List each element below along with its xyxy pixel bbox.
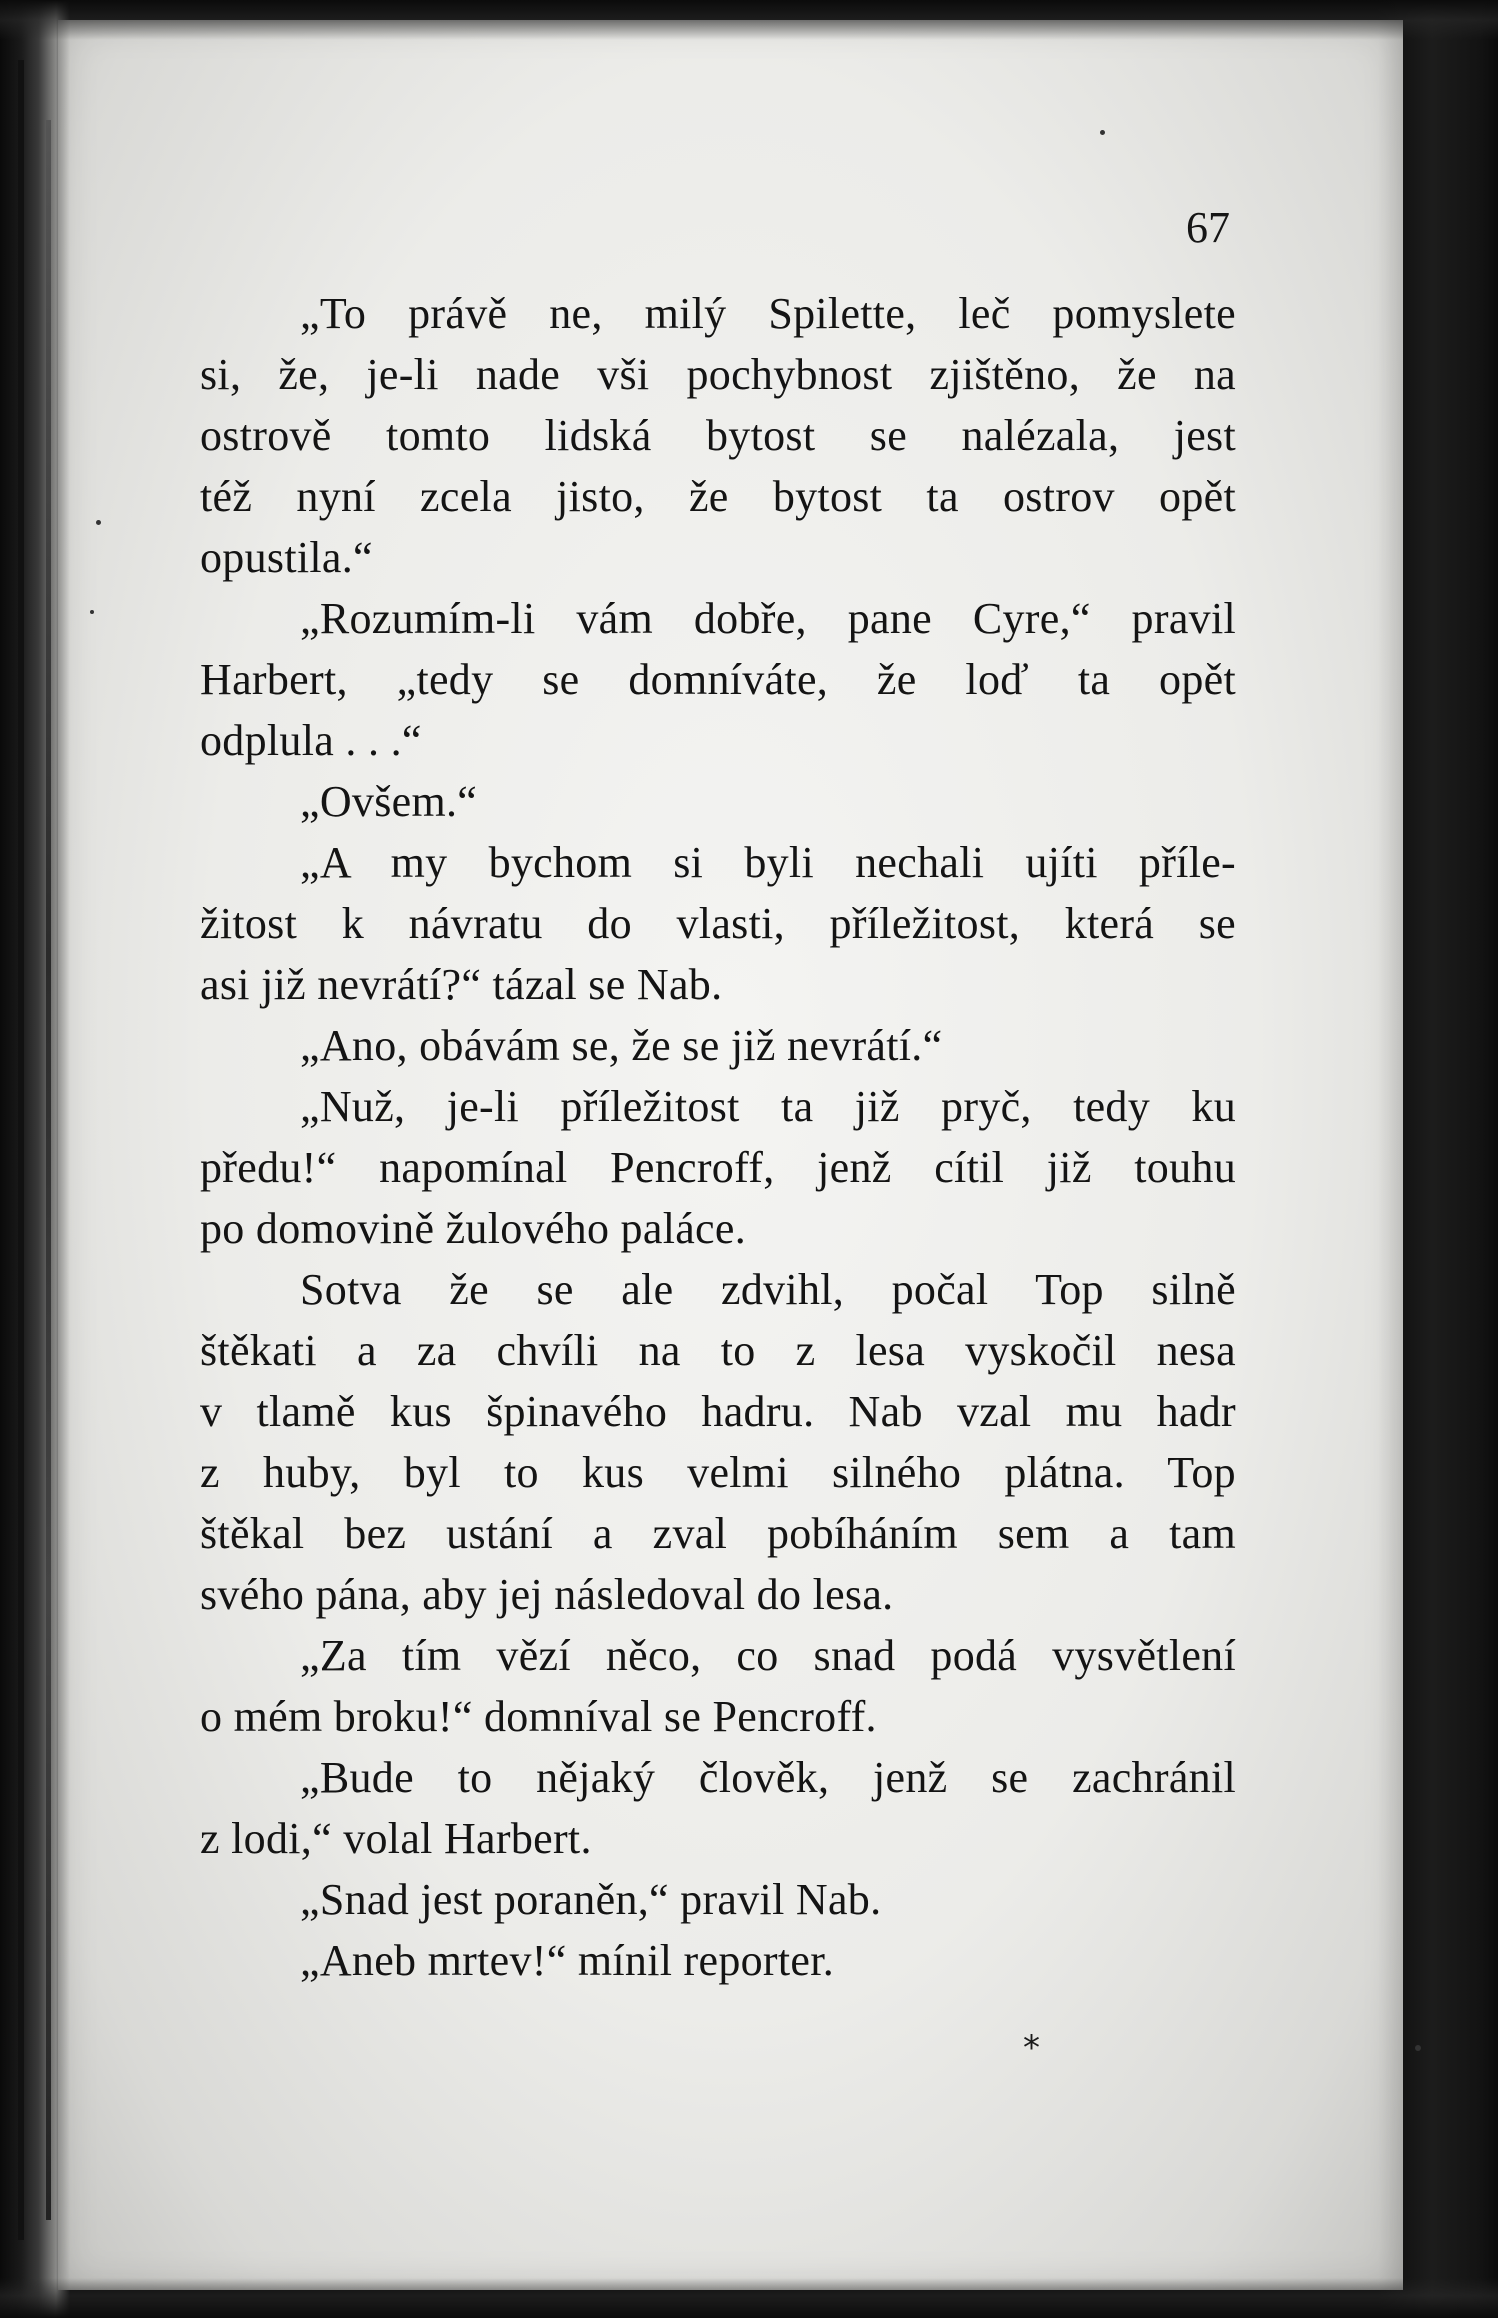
text-line: „Za tím vězí něco, co snad podá vysvětlení: [300, 1631, 1236, 1680]
scan-speck: [90, 610, 94, 614]
paragraph: [200, 771, 1236, 832]
text-line: o mém broku!“ domníval se Pencroff.: [200, 1692, 877, 1741]
text-line: „To právě ne, milý Spilette, leč pomyslete: [300, 289, 1236, 338]
text-line: Harbert, „tedy se domníváte, že loď ta opět: [200, 655, 1236, 704]
text-line: štěkati a za chvíli na to z lesa vyskočil nesa: [200, 1326, 1236, 1375]
text-line: po domovině žulového paláce.: [200, 1204, 747, 1253]
text-line: „Snad jest poraněn,“ pravil Nab.: [300, 1875, 882, 1924]
paragraph: [200, 283, 1236, 588]
scan-speck: [96, 520, 101, 525]
bottom-page-edge: [0, 2278, 1498, 2318]
scan-speck: [1415, 2045, 1421, 2051]
paragraph: [200, 1076, 1236, 1259]
text-line: žitost k návratu do vlasti, příležitost, která se: [200, 899, 1236, 948]
body-text: [200, 283, 1236, 1991]
text-line: „Ovšem.“: [300, 777, 478, 826]
paragraph: [200, 1625, 1236, 1747]
text-line: svého pána, aby jej následoval do lesa.: [200, 1570, 894, 1619]
text-line: štěkal bez ustání a zval pobíháním sem a tam: [200, 1509, 1236, 1558]
footer-asterisk: *: [1023, 2028, 1040, 2068]
paragraph: [200, 1930, 1236, 1991]
gutter-fold-line: [46, 120, 51, 2220]
text-line: odplula . . .“: [200, 716, 422, 765]
right-page-edge: [1378, 0, 1498, 2318]
paragraph: [200, 832, 1236, 1015]
scan-speck: [1100, 130, 1105, 135]
text-line: asi již nevrátí?“ tázal se Nab.: [200, 960, 723, 1009]
text-line: Sotva že se ale zdvihl, počal Top silně: [300, 1265, 1236, 1314]
paragraph: [200, 588, 1236, 771]
text-line: „Aneb mrtev!“ mínil reporter.: [300, 1936, 835, 1985]
gutter-edge-line: [18, 60, 24, 2240]
text-line: ostrově tomto lidská bytost se nalézala, jest: [200, 411, 1236, 460]
text-line: „Bude to nějaký člověk, jenž se zachránil: [300, 1753, 1236, 1802]
paragraph: [200, 1259, 1236, 1625]
text-line: „Rozumím-li vám dobře, pane Cyre,“ pravil: [300, 594, 1236, 643]
text-line: předu!“ napomínal Pencroff, jenž cítil již touhu: [200, 1143, 1236, 1192]
text-line: opustila.“: [200, 533, 373, 582]
top-page-edge: [0, 0, 1498, 40]
binding-gutter: [0, 0, 70, 2318]
text-line: v tlamě kus špinavého hadru. Nab vzal mu hadr: [200, 1387, 1236, 1436]
page-number: 67: [1186, 203, 1230, 252]
text-line: si, že, je-li nade vši pochybnost zjištěno, že na: [200, 350, 1236, 399]
text-line: „A my bychom si byli nechali ujíti příle-: [300, 838, 1236, 887]
paragraph: [200, 1747, 1236, 1869]
text-line: z lodi,“ volal Harbert.: [200, 1814, 592, 1863]
text-line: „Nuž, je-li příležitost ta již pryč, tedy ku: [300, 1082, 1236, 1131]
text-line: „Ano, obávám se, že se již nevrátí.“: [300, 1021, 943, 1070]
paragraph: [200, 1869, 1236, 1930]
paragraph: [200, 1015, 1236, 1076]
text-line: též nyní zcela jisto, že bytost ta ostrov opět: [200, 472, 1236, 521]
text-line: z huby, byl to kus velmi silného plátna. Top: [200, 1448, 1236, 1497]
